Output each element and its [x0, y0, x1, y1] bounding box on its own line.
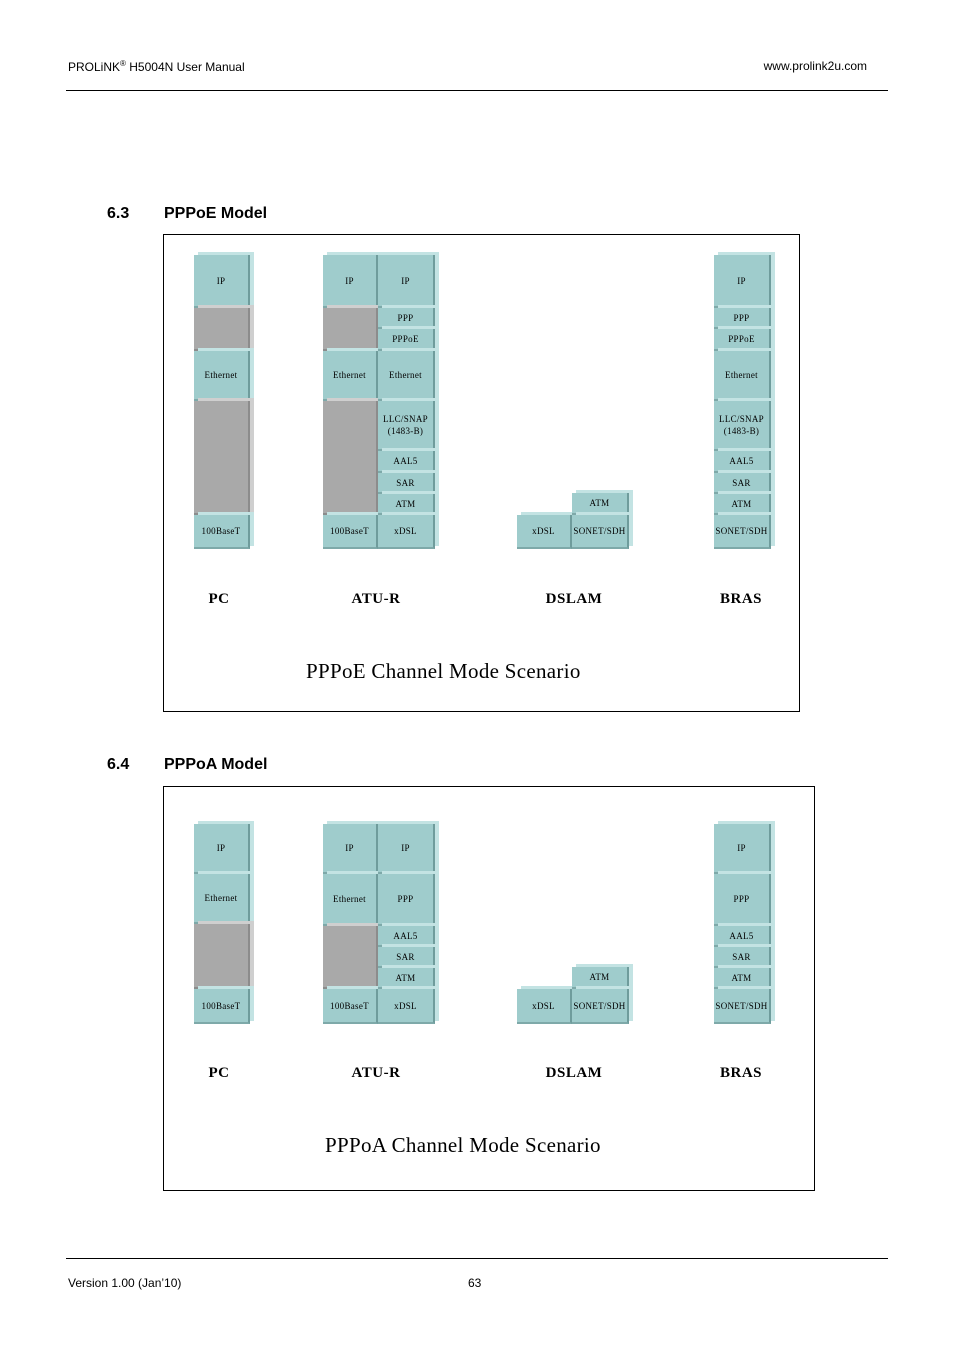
header-rule — [66, 90, 888, 91]
pppoe-bras-pppoe-layer: PPPoE — [714, 329, 771, 351]
pppoa-atur-aal5-layer: AAL5 — [378, 926, 435, 947]
pppoa-atur-sar-layer: SAR — [378, 947, 435, 968]
pppoe-bras-aal5-layer: AAL5 — [714, 451, 771, 473]
pppoe-bras-sar-layer: SAR — [714, 473, 771, 494]
pppoe-atur-wan-ip-layer: IP — [378, 255, 435, 308]
pppoa-atur-atm-layer: ATM — [378, 968, 435, 989]
pppoa-bras-phy-layer: SONET/SDH — [714, 989, 771, 1024]
pppoa-atur-ip-layer: IP — [323, 824, 378, 874]
pppoa-bras-aal5-layer: AAL5 — [714, 926, 771, 947]
registered-mark: ® — [120, 59, 126, 68]
footer-version: Version 1.00 (Jan’10) — [68, 1276, 182, 1290]
pppoe-atur-aal5-layer: AAL5 — [378, 451, 435, 473]
pppoa-atur-xdsl-layer: xDSL — [378, 989, 435, 1024]
pppoe-dslam-sonet-layer: SONET/SDH — [572, 515, 629, 549]
pppoe-atur-ppp-layer: PPP — [378, 308, 435, 329]
brand-name: PROLiNK — [68, 60, 121, 74]
pppoe-atur-empty-layer — [323, 308, 378, 351]
diagram-caption: PPPoE Channel Mode Scenario — [306, 659, 581, 683]
pppoa-bras-ppp-layer: PPP — [714, 874, 771, 926]
pppoe-pc-phy-layer: 100BaseT — [194, 515, 250, 549]
pppoa-pc-empty-layer — [194, 924, 250, 989]
pppoe-dslam-atm-layer: ATM — [572, 493, 629, 515]
footer-rule — [66, 1258, 888, 1259]
device-label-pc: PC — [208, 591, 230, 607]
header-title — [68, 59, 245, 74]
pppoa-bras-atm-layer: ATM — [714, 968, 771, 989]
pppoe-bras-ip-layer: IP — [714, 255, 771, 308]
device-label-atur: ATU-R — [351, 591, 401, 607]
section-title: PPPoE Model — [164, 205, 268, 222]
pppoe-pc-ethernet-layer: Ethernet — [194, 351, 250, 401]
pppoe-atur-sar-layer: SAR — [378, 473, 435, 494]
pppoe-dslam-xdsl-layer: xDSL — [517, 515, 572, 549]
pppoa-atur-phy-layer: 100BaseT — [323, 989, 378, 1024]
section-title: PPPoA Model — [164, 756, 268, 773]
manual-title: H5004N User Manual — [125, 60, 245, 74]
pppoe-pc-empty-layer — [194, 308, 250, 351]
pppoe-pc-ip-layer: IP — [194, 255, 250, 308]
pppoe-pc-empty-layer — [194, 401, 250, 515]
pppoa-bras-ip-layer: IP — [714, 824, 771, 874]
device-label-dslam: DSLAM — [545, 1065, 603, 1081]
pppoe-bras-ppp-layer: PPP — [714, 308, 771, 329]
pppoe-bras-atm-layer: ATM — [714, 494, 771, 515]
pppoe-diagram — [163, 234, 800, 712]
pppoe-atur-empty-layer — [323, 401, 378, 515]
pppoa-pc-ethernet-layer: Ethernet — [194, 874, 250, 924]
device-label-atur: ATU-R — [351, 1065, 401, 1081]
header-url[interactable]: www.prolink2u.com — [763, 59, 867, 73]
device-label-pc: PC — [208, 1065, 230, 1081]
pppoa-bras-sar-layer: SAR — [714, 947, 771, 968]
pppoa-dslam-sonet-layer: SONET/SDH — [572, 989, 629, 1024]
pppoa-diagram — [163, 786, 815, 1191]
section-number: 6.4 — [107, 756, 130, 773]
pppoe-atur-wan-ethernet-layer: Ethernet — [378, 351, 435, 401]
section-number: 6.3 — [107, 205, 130, 222]
pppoe-atur-xdsl-layer: xDSL — [378, 515, 435, 549]
pppoe-bras-ethernet-layer: Ethernet — [714, 351, 771, 401]
pppoa-dslam-atm-layer: ATM — [572, 967, 629, 989]
device-label-dslam: DSLAM — [545, 591, 603, 607]
pppoa-atur-ppp-layer: PPP — [378, 874, 435, 926]
pppoa-pc-phy-layer: 100BaseT — [194, 989, 250, 1024]
page-number: 63 — [468, 1276, 482, 1290]
pppoe-atur-ethernet-layer: Ethernet — [323, 351, 378, 401]
pppoa-pc-ip-layer: IP — [194, 824, 250, 874]
pppoe-atur-atm-layer: ATM — [378, 494, 435, 515]
pppoe-atur-pppoe-layer: PPPoE — [378, 329, 435, 351]
diagram-caption: PPPoA Channel Mode Scenario — [325, 1133, 601, 1157]
device-label-bras: BRAS — [719, 1065, 762, 1081]
pppoe-atur-ip-layer: IP — [323, 255, 378, 308]
pppoe-atur-phy-layer: 100BaseT — [323, 515, 378, 549]
pppoa-atur-empty-layer — [323, 926, 378, 989]
pppoa-dslam-xdsl-layer: xDSL — [517, 989, 572, 1024]
pppoa-atur-ethernet-layer: Ethernet — [323, 874, 378, 926]
pppoe-bras-llc-layer: LLC/SNAP (1483-B) — [714, 401, 771, 451]
pppoe-bras-phy-layer: SONET/SDH — [714, 515, 771, 549]
device-label-bras: BRAS — [719, 591, 762, 607]
pppoa-atur-wan-ip-layer: IP — [378, 824, 435, 874]
pppoe-atur-llc-layer: LLC/SNAP (1483-B) — [378, 401, 435, 451]
